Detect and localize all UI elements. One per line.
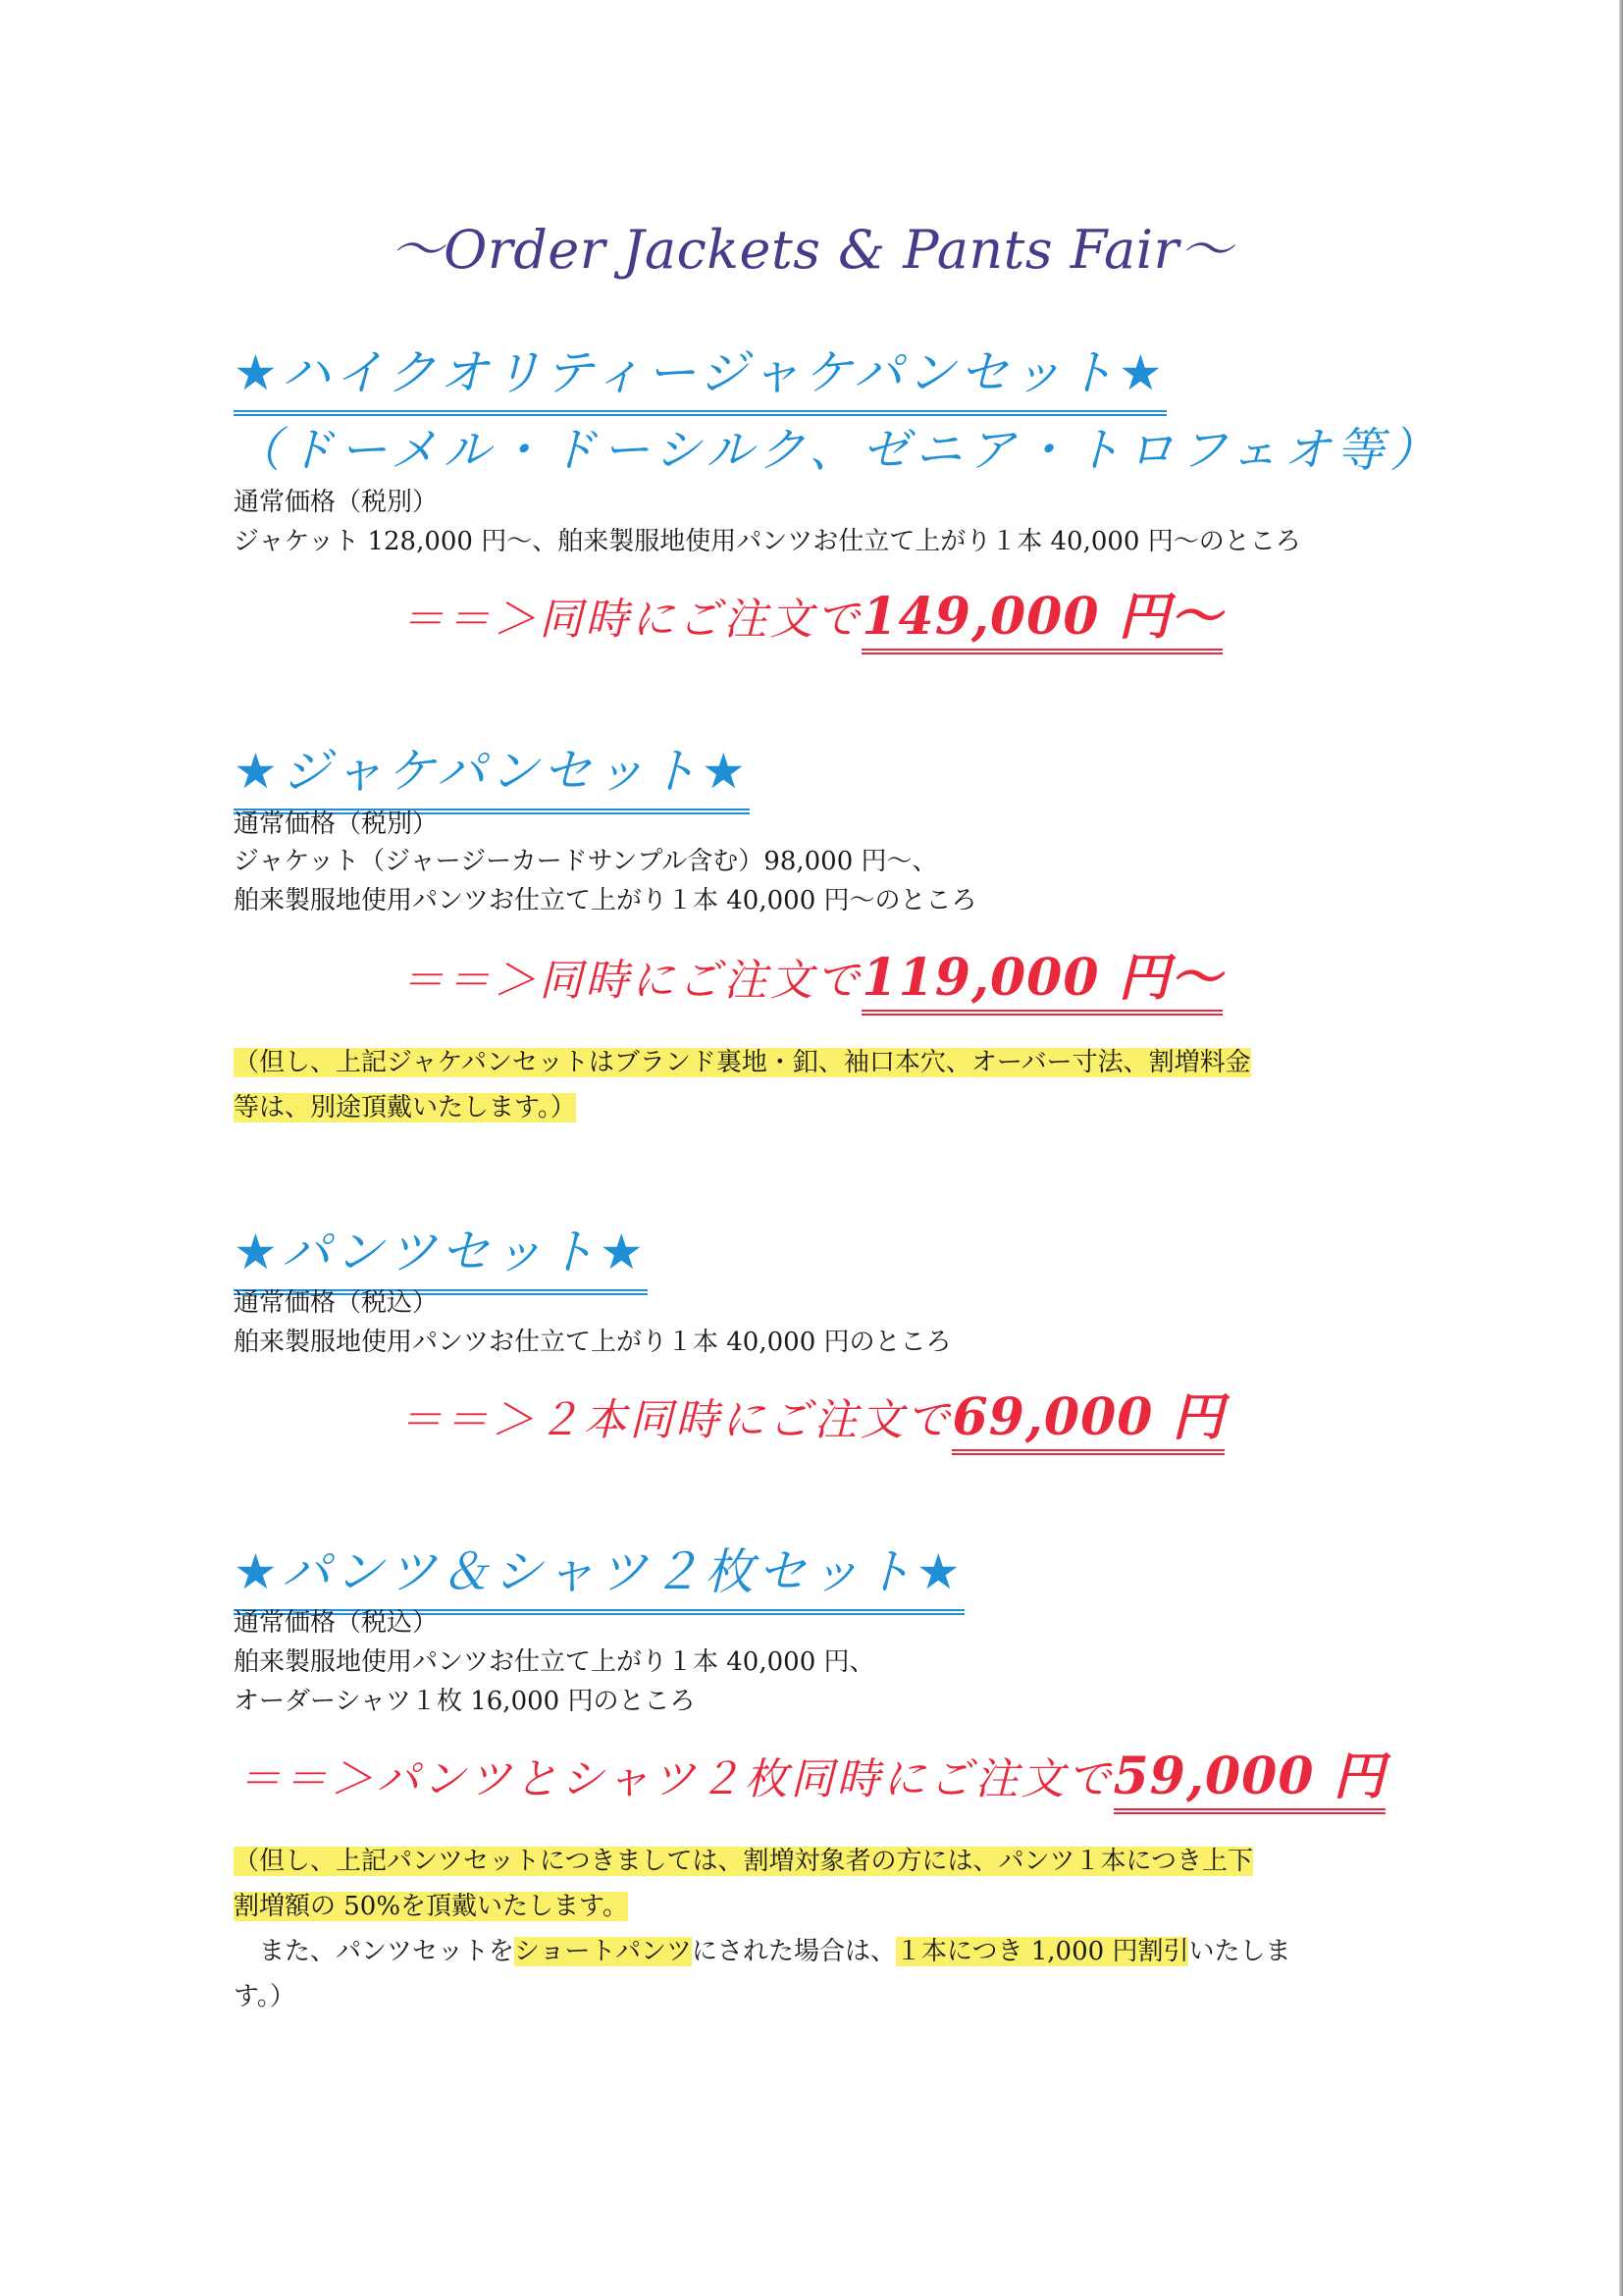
note-line: 等は、別途頂戴いたします。） bbox=[234, 1093, 576, 1122]
offer-price: 59,000 円 bbox=[1114, 1747, 1386, 1814]
note-text: いたしま bbox=[1188, 1937, 1291, 1966]
offer-prefix: ＝＝＞同時にご注文で bbox=[400, 956, 863, 1006]
section-heading-pants-set: ★パンツセット★ bbox=[234, 1213, 648, 1295]
regular-price-line: ジャケット（ジャージーカードサンプル含む）98,000 円～、 bbox=[234, 847, 938, 876]
regular-price-line: オーダーシャツ１枚 16,000 円のところ bbox=[234, 1687, 696, 1716]
note-highlight-discount: １本につき 1,000 円割引 bbox=[896, 1937, 1189, 1966]
offer-prefix: ＝＝＞同時にご注文で bbox=[400, 595, 863, 645]
offer-line bbox=[0, 1376, 1623, 1449]
note-block bbox=[234, 1040, 1470, 1130]
section-subheading-brands: （ドーメル・ドーシルク、ゼニア・トロフェオ等） bbox=[234, 423, 1443, 478]
note-highlight-short-pants: ショートパンツ bbox=[514, 1937, 692, 1966]
section-heading-high-quality: ★ハイクオリティージャケパンセット★ bbox=[234, 334, 1167, 416]
offer-price: 119,000 円～ bbox=[862, 948, 1222, 1016]
price-label: 通常価格（税込） bbox=[234, 1608, 439, 1638]
offer-line bbox=[0, 936, 1623, 1010]
offer-line bbox=[0, 575, 1623, 649]
price-label: 通常価格（税込） bbox=[234, 1288, 439, 1318]
offer-prefix: ＝＝＞２本同時にご注文で bbox=[398, 1395, 953, 1445]
note-text: す。） bbox=[234, 1982, 295, 2011]
scan-edge bbox=[1619, 0, 1623, 2296]
offer-prefix: ＝＝＞パンツとシャツ２枚同時にご注文で bbox=[237, 1754, 1114, 1804]
note-text: にされた場合は、 bbox=[691, 1937, 896, 1966]
note-line: （但し、上記パンツセットにつきましては、割増対象者の方には、パンツ１本につき上下 bbox=[234, 1847, 1253, 1876]
regular-price-line: 舶来製服地使用パンツお仕立て上がり１本 40,000 円、 bbox=[234, 1647, 875, 1677]
note-text: また、パンツセットを bbox=[234, 1937, 515, 1966]
offer-price: 149,000 円～ bbox=[862, 587, 1222, 654]
note-block bbox=[234, 1839, 1470, 2019]
regular-price-line: ジャケット 128,000 円～、舶来製服地使用パンツお仕立て上がり１本 40,000 円～のところ bbox=[234, 527, 1301, 556]
price-label: 通常価格（税別） bbox=[234, 809, 439, 839]
regular-price-line: 舶来製服地使用パンツお仕立て上がり１本 40,000 円のところ bbox=[234, 1328, 952, 1357]
page-title: ～Order Jackets & Pants Fair～ bbox=[390, 219, 1233, 281]
note-line: （但し、上記ジャケパンセットはブランド裏地・釦、袖口本穴、オーバー寸法、割増料金 bbox=[234, 1048, 1251, 1077]
offer-price: 69,000 円 bbox=[952, 1387, 1224, 1455]
price-label: 通常価格（税別） bbox=[234, 488, 439, 517]
section-heading-jacket-pants: ★ジャケパンセット★ bbox=[234, 732, 750, 814]
regular-price-line: 舶来製服地使用パンツお仕立て上がり１本 40,000 円～のところ bbox=[234, 886, 977, 915]
note-line: 割増額の 50%を頂戴いたします。 bbox=[234, 1892, 628, 1921]
section-heading-pants-shirts-set: ★パンツ＆シャツ２枚セット★ bbox=[234, 1533, 965, 1615]
offer-line bbox=[0, 1735, 1623, 1808]
